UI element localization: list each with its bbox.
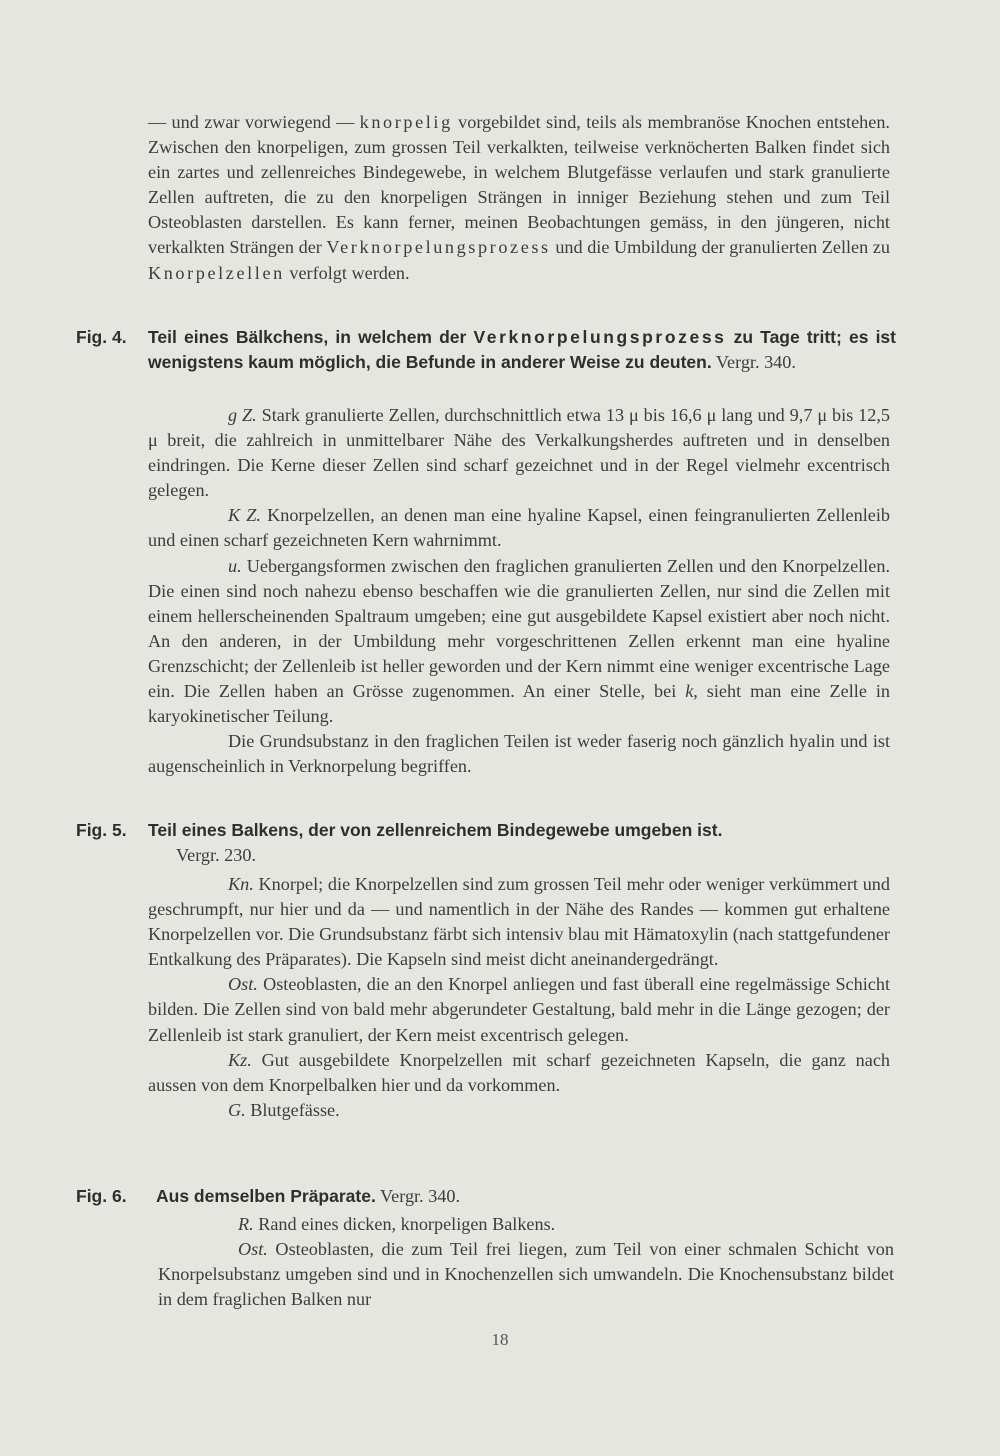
fig5-g-key: G. <box>228 1099 246 1120</box>
page-number: 18 <box>491 1330 509 1349</box>
fig4-u-item <box>148 554 890 730</box>
fig5-heading <box>76 818 896 868</box>
fig6-r-text: Rand eines dicken, knorpeligen Balkens. <box>253 1214 556 1234</box>
fig5-number: Fig. 5. <box>76 820 127 840</box>
fig5-g-text: Blutgefässe. <box>245 1099 340 1120</box>
fig4-heading <box>76 325 896 375</box>
fig5-kn-key: Kn. <box>228 874 254 894</box>
fig6-ost-item <box>158 1237 894 1312</box>
fig5-g-item <box>148 1098 890 1123</box>
fig4-kz-text: Knorpelzellen, an denen man eine hyaline Kapsel, einen feingranulierten Zellenleib und einen scharf gezeichneten Kern wahrnimmt. <box>148 505 890 551</box>
fig6-ost-key: Ost. <box>238 1239 268 1260</box>
fig4-description <box>148 403 890 779</box>
intro-text-3: und die Umbildung der granulierten Zellen zu <box>550 237 890 258</box>
fig6-ost-text: Osteoblasten, die zum Teil frei liegen, zum Teil von einer schmalen Schicht von Knorpelsubstanz umgeben sind und in Knochenzellen sich umwandeln. Die Knochensubstanz bildet in dem fraglichen Balken nur <box>158 1239 894 1310</box>
fig4-title-a: Teil eines Bälkchens, in welchem der <box>148 327 474 347</box>
fig6-number: Fig. 6. <box>76 1186 127 1206</box>
fig4-title-spaced: Verknorpelungsprozess <box>473 327 727 347</box>
fig6-magnification: Vergr. 340. <box>375 1186 461 1206</box>
fig5-kn-item <box>148 872 890 972</box>
fig6-r-key: R. <box>238 1214 254 1234</box>
fig5-title: Teil eines Balkens, der von zellenreichem Bindegewebe umgeben ist. <box>148 820 723 840</box>
fig6-title: Aus demselben Präparate. <box>156 1186 376 1206</box>
intro-text-2: vorgebildet sind, teils als membranöse Knochen entstehen. Zwischen den knorpeligen, zum grossen Teil verkalkten, teilweise verknöcherten Balken findet sich ein zartes und zellenreiches Bindegewebe, in welchem Blutgefässe verlaufen und stark granulierte Zellen auftreten, die zu den knorpeligen Strängen in inniger Beziehung stehen und zum Teil Osteoblasten darstellen. Es kann ferner, meinen Beobachtungen gemäss, in den jüngeren, nicht verkalkten Strängen der <box>148 112 890 258</box>
fig4-u-k: k <box>685 681 694 702</box>
intro-spaced-2: Verknorpelungsprozess <box>326 237 551 258</box>
intro-spaced-3: Knorpelzellen <box>148 262 285 283</box>
fig5-magnification: Vergr. 230. <box>176 845 256 865</box>
fig5-description <box>148 872 890 1123</box>
fig4-gz-item <box>148 403 890 503</box>
fig6-heading <box>76 1184 896 1209</box>
fig5-kn-text: Knorpel; die Knorpelzellen sind zum grossen Teil mehr oder weniger verkümmert und geschrumpft, nur hier und da — und namentlich in der Nähe des Randes — kommen gut erhaltene Knorpelzellen vor. Die Grundsubstanz färbt sich intensiv blau mit Hämatoxylin (nach stattgefundener Entkalkung des Präparates). Die Kapseln sind meist dicht aneinandergedrängt. <box>148 874 890 970</box>
fig5-kz-text: Gut ausgebildete Knorpelzellen mit scharf gezeichneten Kapseln, die ganz nach aussen von dem Knorpelbalken hier und da vorkommen. <box>148 1049 890 1095</box>
fig5-ost-item <box>148 972 890 1047</box>
intro-text-1: — und zwar vorwiegend — <box>148 112 360 132</box>
intro-paragraph <box>148 110 890 286</box>
fig4-magnification: Vergr. 340. <box>711 352 796 372</box>
fig4-u-text-1: Uebergangsformen zwischen den fraglichen granulierten Zellen und den Knorpelzellen. Die einen sind noch nahezu ebenso beschaffen wie die granulierten Zellen, nur sind die Zellen mit einem hellerscheinenden Spaltraum umgeben; eine gut ausgebildete Kapsel existiert aber noch nicht. An den anderen, in der Umbildung mehr vorgeschrittenen Zellen erkennt man eine hyaline Grenzschicht; der Zellenleib ist heller geworden und der Kern nimmt eine weniger excentrische Lage ein. Die Zellen haben an Grösse zugenommen. An einer Stelle, bei <box>148 555 890 702</box>
fig4-title-b: zu Tage tritt; es ist wenigstens kaum möglich, die Befunde in anderer Weise zu deuten. <box>148 327 896 372</box>
fig4-u-key: u. <box>228 555 242 576</box>
fig6-description <box>158 1212 894 1312</box>
fig5-kz-key: Kz. <box>228 1049 252 1070</box>
fig4-gz-key: g Z. <box>228 405 257 425</box>
fig4-grundsubstanz: Die Grundsubstanz in den fraglichen Teilen ist weder faserig noch gänzlich hyalin und ist augenscheinlich in Verknorpelung begriffen. <box>148 731 890 777</box>
fig4-u-text-2: , sieht man eine Zelle in karyokinetischer Teilung. <box>148 681 891 727</box>
fig5-kz-item <box>148 1048 890 1098</box>
fig4-kz-item <box>148 503 890 553</box>
fig4-number: Fig. 4. <box>76 327 127 347</box>
intro-spaced-1: knorpelig <box>359 112 453 132</box>
fig5-ost-text: Osteoblasten, die an den Knorpel anliegen und fast überall eine regelmässige Schicht bilden. Die Zellen sind von bald mehr abgerundeter Gestaltung, bald mehr in die Länge gezogen; der Zellenleib ist stark granuliert, der Kern meist excentrisch gelegen. <box>148 974 890 1045</box>
intro-text-4: verfolgt werden. <box>284 262 410 283</box>
fig6-r-item <box>158 1212 894 1237</box>
fig4-kz-key: K Z. <box>228 505 261 526</box>
fig4-gz-text: Stark granulierte Zellen, durchschnittlich etwa 13 μ bis 16,6 μ lang und 9,7 μ bis 12,5 μ breit, die zahlreich in unmittelbarer Nähe des Verkalkungsherdes auftreten und in denselben eindringen. Die Kerne dieser Zellen sind scharf gezeichnet und in der Regel vielmehr excentrisch gelegen. <box>148 405 890 501</box>
fig5-ost-key: Ost. <box>228 974 258 995</box>
